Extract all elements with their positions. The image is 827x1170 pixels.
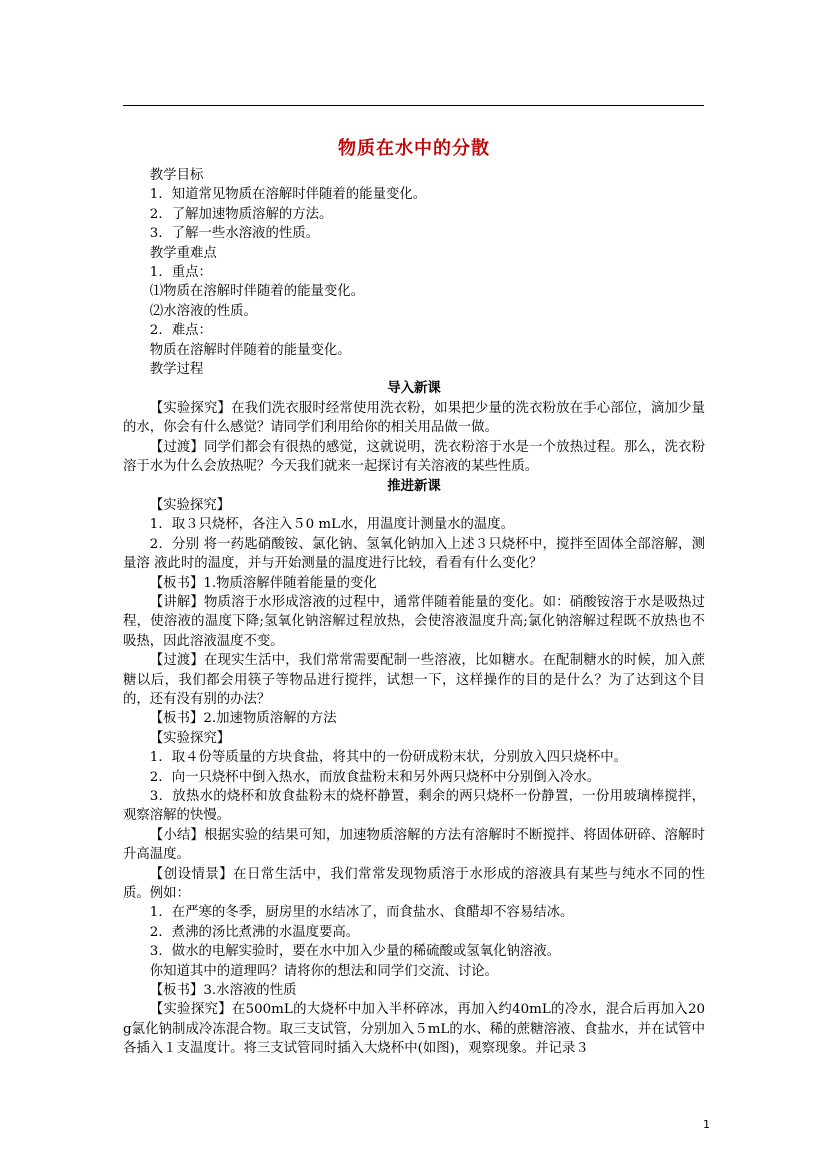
paragraph: 教学过程 <box>149 362 204 378</box>
paragraph: 2．向一只烧杯中倒入热水，而放食盐粉末和另外两只烧杯中分别倒入冷水。 <box>149 769 601 785</box>
paragraph: 【过渡】在现实生活中，我们常常需要配制一些溶液，比如糖水。在配制糖水的时候，加入蔗糖以后，我们都会用筷子等物品进行搅拌，试想一下，这样操作的目的是什么？为了达到这个目的，还有没有别的办法？ <box>123 653 705 707</box>
paragraph: 2．难点： <box>149 323 212 339</box>
paragraph: 3．了解一些水溶液的性质。 <box>149 226 320 242</box>
paragraph: 1．取３只烧杯，各注入５0 mL水，用温度计测量水的温度。 <box>149 517 515 533</box>
paragraph: ⑵水溶液的性质。 <box>149 303 257 319</box>
paragraph: 【板书】2.加速物质溶解的方法 <box>149 711 337 727</box>
paragraph: 【实验探究】 <box>149 730 231 746</box>
paragraph: 3．放热水的烧杯和放食盐粉末的烧杯静置，剩余的两只烧杯一份静置，一份用玻璃棒搅拌，观察溶解的快慢。 <box>123 789 705 824</box>
paragraph: 1．知道常见物质在溶解时伴随着的能量变化。 <box>149 187 427 203</box>
paragraph: 3．做水的电解实验时，要在水中加入少量的稀硫酸或氢氧化钠溶液。 <box>149 944 561 960</box>
paragraph: 【实验探究】在我们洗衣服时经常使用洗衣粉，如果把少量的洗衣粉放在手心部位，滴加少量的水，你会有什么感觉？请同学们利用给你的相关用品做一做。 <box>123 400 705 436</box>
section-heading: 导入新课 <box>387 380 441 397</box>
paragraph: 【创设情景】在日常生活中，我们常常发现物质溶于水形成的溶液具有某些与纯水不同的性质。例如： <box>123 866 705 902</box>
paragraph: 你知道其中的道理吗？请将你的想法和同学们交流、讨论。 <box>149 963 498 979</box>
paragraph: 1．在严寒的冬季，厨房里的水结冰了，而食盐水、食醋却不容易结冰。 <box>149 905 574 921</box>
header-rule <box>123 105 704 106</box>
paragraph: 【板书】1.物质溶解伴随着能量的变化 <box>149 575 377 591</box>
paragraph: 2．煮沸的汤比煮沸的水温度要高。 <box>149 924 360 940</box>
document-title: 物质在水中的分散 <box>338 138 490 159</box>
paragraph: 【小结】根据实验的结果可知，加速物质溶解的方法有溶解时不断搅拌、将固体研碎、溶解时升高温度。 <box>123 827 705 863</box>
paragraph: 2．分别 将一药匙硝酸铵、氯化钠、氢氧化钠加入上述３只烧杯中，搅拌至固体全部溶解，测量溶 液此时的温度，并与开始测量的温度进行比较，看看有什么变化？ <box>123 536 705 572</box>
paragraph: 物质在溶解时伴随着的能量变化。 <box>149 342 351 358</box>
paragraph: 2．了解加速物质溶解的方法。 <box>149 206 333 222</box>
page-number: 1 <box>703 1118 710 1131</box>
paragraph: 1．取４份等质量的方块食盐，将其中的一份研成粉末状，分别放入四只烧杯中。 <box>149 750 627 766</box>
section-heading: 推进新课 <box>387 477 441 494</box>
paragraph: 【板书】3.水溶液的性质 <box>149 983 297 999</box>
paragraph: 教学重难点 <box>149 245 217 261</box>
paragraph: 【实验探究】 <box>149 497 231 513</box>
paragraph: ⑴物质在溶解时伴随着的能量变化。 <box>149 284 365 300</box>
paragraph: 【讲解】物质溶于水形成溶液的过程中，通常伴随着能量的变化。如：硝酸铵溶于水是吸热过程，使溶液的温度下降;氢氧化钠溶解过程放热，会使溶液温度升高;氯化钠溶解过程既不放热也不吸热，因此溶液温度不变。 <box>123 594 705 649</box>
document-page <box>123 134 705 1059</box>
paragraph: 【实验探究】在500mL的大烧杯中加入半杯碎冰，再加入约40mL的冷水，混合后再加入20 g氯化钠制成冷冻混合物。取三支试管，分别加入５mL的水、稀的蔗糖溶液、食盐水，并在试管中各插入１支温度计。将三支试管同时插入大烧杯中(如图)，观察现象。并记录３ <box>123 1002 705 1057</box>
paragraph: 1．重点： <box>149 265 212 281</box>
paragraph: 教学目标 <box>149 168 204 183</box>
paragraph: 【过渡】同学们都会有很热的感觉，这就说明，洗衣粉溶于水是一个放热过程。那么，洗衣粉溶于水为什么会放热呢？今天我们就来一起探讨有关溶液的某些性质。 <box>123 439 705 475</box>
